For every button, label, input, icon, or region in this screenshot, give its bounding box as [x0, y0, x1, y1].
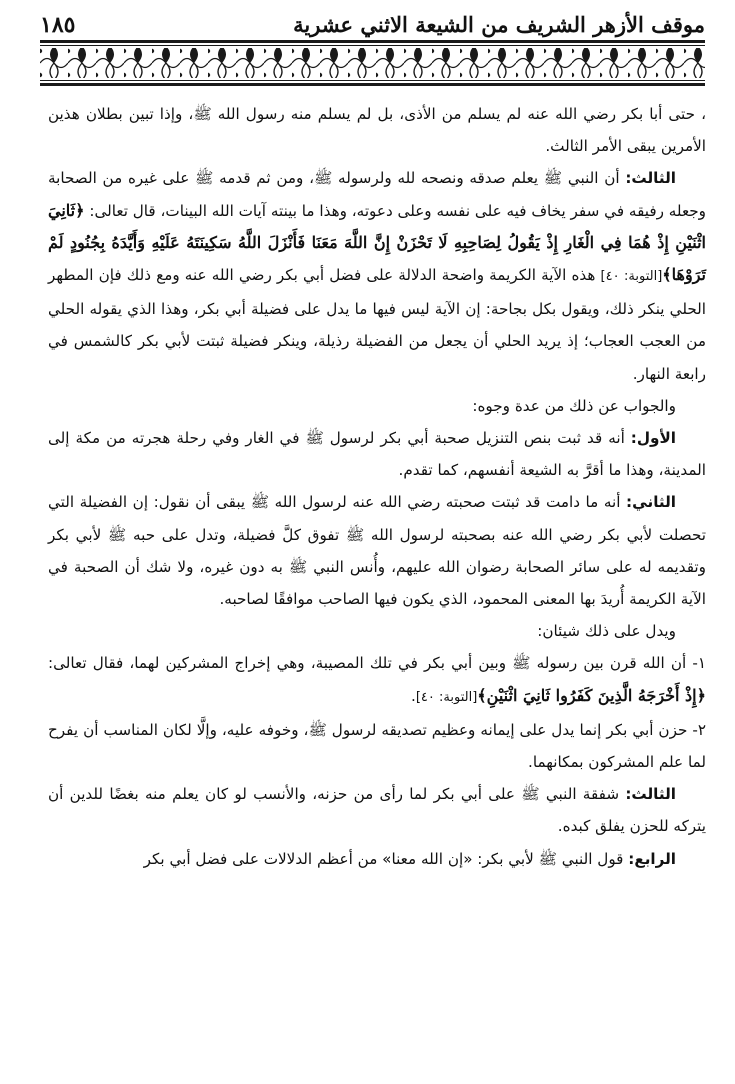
paragraph-4: [48, 422, 706, 486]
page-number: ١٨٥: [40, 12, 76, 38]
paragraph-1: [48, 98, 706, 162]
running-title: موقف الأزهر الشريف من الشيعة الاثني عشرية: [293, 12, 705, 37]
quran-verse: ﴿ثَانِيَ اثْنَيْنِ إِذْ هُمَا فِي الْغَارِ إِذْ يَقُولُ لِصَاحِبِهِ لَا تَحْزَنْ إِنَّ اللَّهَ مَعَنَا فَأَنْزَلَ اللَّهُ سَكِينَتَهُ عَلَيْهِ وَأَيَّدَهُ بِجُنُودٍ لَمْ تَرَوْهَا﴾: [48, 200, 707, 285]
paragraph-text: قول النبي ﷺ لأبي بكر: «إن الله معنا» من أعظم الدلالات على فضل أبي بكر: [143, 849, 629, 868]
list-item-1: [48, 647, 706, 713]
list-item-2: [48, 714, 706, 778]
paragraph-text: ١- أن الله قرن بين رسوله ﷺ وبين أبي بكر في تلك المصيبة، وهي إخراج المشركين لهما، فقال تعالى:: [48, 654, 706, 673]
paragraph-text: ٢- حزن أبي بكر إنما يدل على إيمانه وعظيم تصديقه لرسول ﷺ، وخوفه عليه، وإلَّا لكان المناسب أن يفرح لما علم المشركون بمكانهما.: [48, 720, 706, 772]
paragraph-6: [48, 615, 706, 647]
paragraph-text: شفقة النبي ﷺ على أبي بكر لما رأى من حزنه، والأنسب لو كان يعلم منه بغضًا للدين أن يتركه للحزن يفلق كبده.: [48, 785, 706, 836]
paragraph-5: [48, 486, 706, 615]
point-label: الأول:: [630, 429, 676, 448]
point-label: الثاني:: [626, 493, 676, 512]
page-header: [40, 12, 705, 42]
verse-reference: [التوبة: ٤٠]: [415, 689, 478, 705]
paragraph-text: هذه الآية الكريمة واضحة الدلالة على فضل أبي بكر رضي الله عنه ومع ذلك فإن المطهر الحلي ينكر ذلك، ويقول بكل بجاحة: إن الآية ليس فيها ما يدل على فضيلة أبي بكر، وهذا الذي يقوله الحلي من العجب العجاب؛ إذ يريد الحلي أن يجعل من الفضيلة رذيلة، وينكر فضيلة ثبتت لأبي بكر كالشمس في رابعة النهار.: [48, 266, 706, 383]
point-label: الرابع:: [628, 849, 676, 868]
verse-reference: [التوبة: ٤٠]: [600, 269, 663, 285]
point-label: الثالث:: [625, 785, 676, 804]
paragraph-text: ويدل على ذلك شيئان:: [537, 622, 676, 641]
paragraph-text: أنه ما دامت قد ثبتت صحبته رضي الله عنه لرسول الله ﷺ يبقى أن نقول: إن الفضيلة التي تحصلت لأبي بكر رضي الله عنه بصحبته لرسول الله ﷺ تفوق كلَّ فضيلة، وتدل على حبه ﷺ لأبي بكر وتقديمه له على سائر الصحابة رضوان الله عليهم، وأُنس النبي ﷺ به دون غيره، ولا شك أن الصحبة في الآية الكريمة أُريدَ بها المعنى المحمود، الذي يكون فيها الصاحب موافقًا لصاحبه.: [48, 493, 706, 609]
paragraph-text: أنه قد ثبت بنص التنزيل صحبة أبي بكر لرسول ﷺ في الغار وفي رحلة هجرته من مكة إلى المدينة، وهذا ما أقرَّ به الشيعة أنفسهم، كما تقدم.: [48, 429, 706, 480]
quran-verse: ﴿إِذْ أَخْرَجَهُ الَّذِينَ كَفَرُوا ثَانِيَ اثْنَيْنِ﴾: [477, 685, 706, 705]
body-text: [48, 98, 706, 875]
paragraph-2: [48, 162, 706, 389]
paragraph-10: [48, 843, 706, 875]
paragraph-9: [48, 778, 706, 842]
paragraph-text: أن النبي ﷺ يعلم صدقه ونصحه لله ولرسوله ﷺ، ومن ثم قدمه ﷺ على غيره من الصحابة وجعله رفيقه في سفر يخاف فيه على نفسه وعلى دعوته، وهذا ما بينته آيات الله البينات، قال تعالى:: [48, 169, 706, 220]
paragraph-3: [48, 390, 706, 422]
ornamental-border-icon: [40, 40, 705, 86]
paragraph-text: ، حتى أبا بكر رضي الله عنه لم يسلم من الأذى، بل لم يسلم منه رسول الله ﷺ، وإذا تبين بطلان هذين الأمرين يبقى الأمر الثالث.: [48, 105, 706, 156]
paragraph-text: .: [411, 686, 416, 705]
point-label: الثالث:: [625, 169, 676, 188]
paragraph-text: والجواب عن ذلك من عدة وجوه:: [472, 396, 676, 415]
